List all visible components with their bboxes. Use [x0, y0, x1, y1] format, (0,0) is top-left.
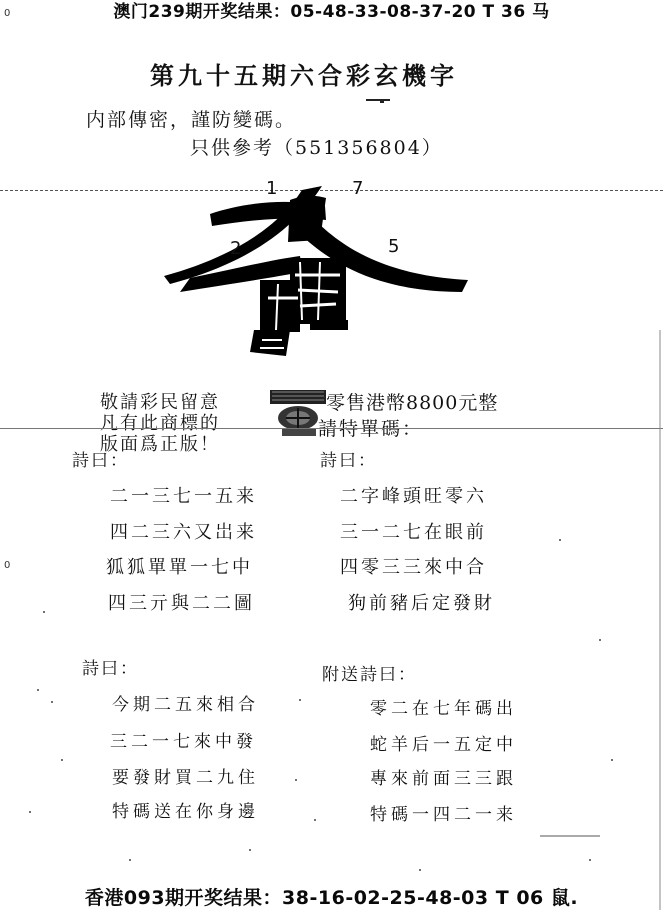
notice-line: 版面爲正版！ [100, 434, 220, 455]
logo-number: 2 [230, 238, 242, 259]
brush-logo-graphic [150, 180, 480, 360]
margin-mark: 0 [4, 8, 11, 19]
poem-line: 狗前豬后定發財 [348, 593, 495, 614]
document-title: 第九十五期六合彩玄機字 [150, 61, 458, 90]
poem-heading: 詩曰： [82, 659, 139, 679]
internal-note: 内部傳密，謹防變碼。 [86, 109, 297, 131]
poem-line: 蛇羊后一五定中 [370, 735, 517, 755]
poem-line: 四三亓與二二圖 [108, 593, 255, 614]
poem-heading: 附送詩曰： [322, 665, 417, 685]
poem-line: 狐狐單單一七中 [106, 557, 253, 578]
poem-line: 今期二五來相合 [112, 695, 259, 715]
poem-line: 特碼一四二一来 [370, 805, 517, 825]
top-results-banner: 澳门239期开奖结果：05-48-33-08-37-20 T 36 马 [113, 2, 550, 22]
poem-line: 零二在七年碼出 [370, 699, 517, 719]
poem-line: 特碼送在你身邊 [112, 802, 259, 822]
notice-line: 凡有此商標的 [100, 413, 220, 434]
notice-line: 敬請彩民留意 [100, 392, 220, 413]
reference-note: 只供參考（551356804） [190, 137, 443, 159]
poem-line: 四零三三來中合 [340, 557, 487, 578]
poem-line: 三一二七在眼前 [340, 522, 487, 543]
price-text: 零售港幣8800元整 [326, 392, 499, 414]
logo-number: 7 [352, 178, 364, 199]
poem-line: 要發財買二九住 [112, 768, 259, 788]
bottom-results-banner: 香港093期开奖结果：38-16-02-25-48-03 T 06 鼠. [84, 887, 579, 909]
poem-heading: 詩曰： [320, 451, 377, 471]
poem-line: 專來前面三三跟 [370, 769, 517, 789]
logo-number: 1 [266, 178, 278, 199]
poem-heading: 詩曰： [72, 451, 129, 471]
logo-number: 5 [388, 236, 400, 257]
poem-line: 四二三六又岀来 [110, 522, 257, 543]
poem-line: 二字峰頭旺零六 [340, 486, 487, 507]
poem-line: 二一三七一五来 [110, 486, 257, 507]
divider-line [0, 428, 663, 429]
margin-mark: 0 [4, 560, 11, 571]
poem-line: 三二一七來中發 [110, 732, 257, 752]
special-code-text: 請特單碼： [318, 418, 424, 440]
